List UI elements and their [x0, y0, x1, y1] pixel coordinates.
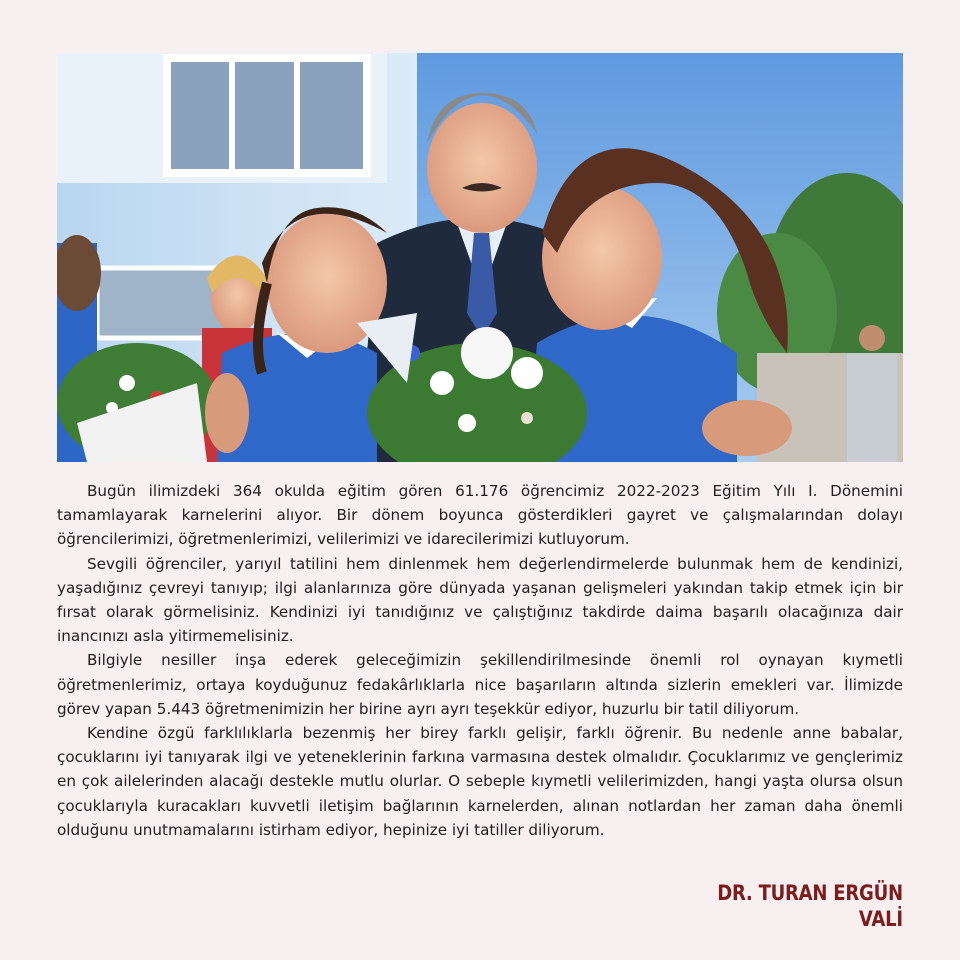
signature: [717, 880, 903, 932]
paragraph-1: Bugün ilimizdeki 364 okulda eğitim gören 61.176 öğrencimiz 2022-2023 Eğitim Yılı I. Dönemini tamamlayarak karnelerini alıyor. Bir dönem boyunca gösterdikleri gayret ve çalışmalarından dolayı öğrencilerimizi, öğretmenlerimizi, velilerimizi ve idarecilerimizi kutluyorum.: [57, 482, 903, 549]
photo-governor-with-students-icon: [57, 53, 903, 462]
signature-title: VALİ: [859, 907, 903, 931]
message-body: [57, 479, 903, 842]
ceremony-photo: [57, 53, 903, 462]
paragraph-4: Kendine özgü farklılıklarla bezenmiş her birey farklı gelişir, farklı öğrenir. Bu nedenle anne babalar, çocuklarını iyi tanıyarak ilgi ve yeteneklerinin farkına varmasına destek olmalıdır. Çocuklarımız ve gençlerimiz en çok ailelerinden alacağı destekle mutlu olurlar. O sebeple kıymetli velilerimizden, hangi yaşta olursa olsun çocuklarıyla kuracakları kuvvetli iletişim bağlarının karnelerden, alınan notlardan her zaman daha önemli olduğunu unutmamalarını istirham ediyor, hepinize iyi tatiller diliyorum.: [57, 724, 903, 839]
paragraph-3: Bilgiyle nesiller inşa ederek geleceğimizin şekillendirilmesinde önemli rol oynayan kıymetli öğretmenlerimiz, ortaya koyduğunuz fedakârlıklarla nice başarıların altında sizlerin emekleri var. İlimizde görev yapan 5.443 öğretmenimizin her birine ayrı ayrı teşekkür ediyor, huzurlu bir tatil diliyorum.: [57, 651, 903, 718]
signature-name: DR. TURAN ERGÜN: [717, 881, 903, 905]
paragraph-2: Sevgili öğrenciler, yarıyıl tatilini hem dinlenmek hem değerlendirmelerde bulunmak hem de kendinizi, yaşadığınız çevreyi tanıyıp; ilgi alanlarınıza göre dünyada yaşanan gelişmeleri yakından takip etmek için bir fırsat olarak görmelisiniz. Kendinizi iyi tanıdığınız ve çalıştığınız takdirde daima başarılı olacağınıza dair inancınızı asla yitirmemelisiniz.: [57, 554, 903, 646]
